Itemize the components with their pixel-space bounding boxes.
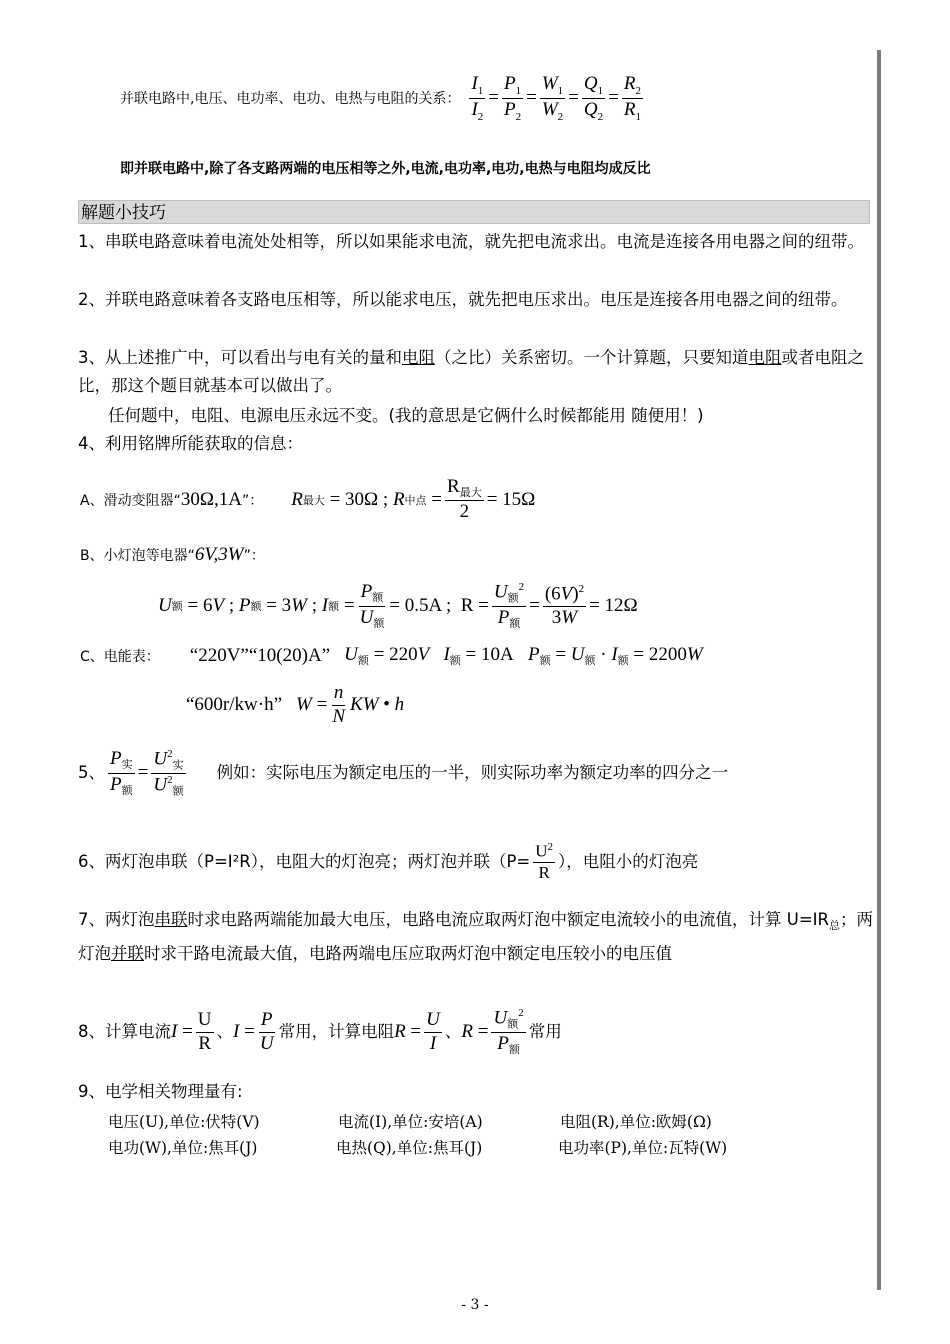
tip-5-formula: $\frac{P_实}{P_额}$ = $\frac{U^2_实}{U^2_额}$ — [110, 747, 184, 797]
tip-6-b: ），电阻小的灯泡亮 — [558, 852, 699, 871]
tip-5-text: 例如：实际电压为额定电压的一半，则实际功率为额定功率的四分之一 — [216, 763, 729, 782]
tip-8-formula-4: R = $\frac{U_额^2}{P_额}$ — [461, 1007, 524, 1056]
rheostat-formula: R 最大 = 30Ω ; R 中点 = $\frac{R_{最大}}{2}$ = 15Ω — [291, 476, 536, 523]
tip-8: 8、计算电流 I = $\frac{U}{R}$ 、 I = $\frac{P}{U}$ 常用，计算电阻 R = $\frac{U}{I}$ 、 R = $\frac{U_额^2}{P_额}$ 常用 — [78, 1007, 562, 1056]
parallel-ratio-label: 并联电路中,电压、电功率、电功、电热与电阻的关系： — [120, 91, 461, 107]
parallel-ratio-formula: $\frac{I_1}{I_2}$ = $\frac{P_1}{P_2}$ = $\frac{W_1}{W_2}$ = $\frac{Q_1}{Q_2}$ = $\frac{R_2}{R_1}$ — [471, 72, 641, 123]
tip-8-formula-1: I = $\frac{U}{R}$ — [171, 1008, 212, 1054]
page-border-right — [877, 50, 881, 1290]
meter-formula-2: W = $\frac{n}{N}$ KW • h — [296, 681, 405, 727]
tip-5-prefix: 5、 — [78, 763, 105, 782]
bulb-label: B、小灯泡等电器“ — [80, 548, 195, 564]
tip-3-note: 任何题中，电阻、电源电压永远不变。(我的意思是它俩什么时候都能用 随便用！) — [108, 406, 704, 425]
bulb-formula: U 额 = 6 V ; P 额 = 3 W ; I 额 = $\frac{P_额}{U_额}$ = 0.5A ; R = $\frac{U_额^2}{P_额}$ = $\frac{(6V)^2}{3W}$ = 12Ω — [158, 581, 638, 630]
meter-value-2: “600r/kw·h” — [186, 694, 283, 715]
tip-7-c: ；两灯泡 — [78, 910, 873, 963]
parallel-summary: 即并联电路中,除了各支路两端的电压相等之外,电流,电功率,电功,电热与电阻均成反比 — [120, 161, 651, 177]
meter-label: C、电能表： — [80, 649, 160, 665]
tip-6 — [78, 836, 698, 888]
quantity-item: 电压(U),单位:伏特(V) — [108, 1113, 260, 1131]
tip-7-sub: 总 — [828, 919, 840, 932]
meter-formula-1: $U_额 = 220V$ $I_额 = 10A$ $P_额 = U_额 \cdot I_额 = 2200W$ — [344, 644, 703, 667]
tip-7-underline-2: 并联 — [111, 944, 144, 963]
parallel-ratio-line — [120, 68, 646, 128]
tip-3-a: 3、从上述推广中，可以看出与电有关的量和 — [78, 348, 402, 367]
tip-5 — [78, 742, 728, 804]
quantity-item: 电功(W),单位:焦耳(J) — [108, 1139, 258, 1157]
tip-8-formula-2: I = $\frac{P}{U}$ — [233, 1008, 274, 1054]
tip-8-b: 常用，计算电阻 — [278, 1022, 395, 1041]
rheostat-close: ”： — [241, 493, 264, 509]
tip-3 — [78, 344, 874, 400]
bulb-value: 6V,3W — [194, 544, 244, 565]
quantity-item: 电阻(R),单位:欧姆(Ω) — [560, 1113, 712, 1131]
quantity-item: 电热(Q),单位:焦耳(J) — [336, 1139, 483, 1157]
tip-1: 1、串联电路意味着电流处处相等，所以如果能求电流，就先把电流求出。电流是连接各用电器之间的纽带。 — [78, 232, 864, 251]
rheostat-value: 30Ω,1A — [180, 489, 242, 510]
quantity-item: 电流(I),单位:安培(A) — [338, 1113, 483, 1131]
tip-6-formula: $\frac{U^2}{R}$ — [535, 840, 554, 882]
page-number: - 3 - — [461, 1297, 489, 1313]
tip-6-a: 6、两灯泡串联（P=I²R），电阻大的灯泡亮；两灯泡并联（P= — [78, 852, 531, 871]
tip-7 — [78, 906, 874, 968]
rheostat-row — [80, 470, 535, 530]
tip-3-underline-1: 电阻 — [402, 348, 435, 367]
meter-value-1: “220V”“10(20)A” — [189, 645, 331, 666]
tip-7-underline-1: 串联 — [154, 910, 188, 929]
tip-7-a: 7、两灯泡 — [78, 910, 155, 929]
bulb-row — [80, 542, 265, 568]
section-title: 解题小技巧 — [78, 200, 870, 224]
tip-8-formula-3: R = $\frac{U}{I}$ — [394, 1008, 440, 1054]
quantity-item: 电功率(P),单位:瓦特(W) — [558, 1139, 728, 1157]
tip-3-underline-2: 电阻 — [748, 348, 782, 367]
tip-7-d: 时求干路电流最大值，电路两端电压应取两灯泡中额定电压较小的电压值 — [144, 944, 672, 963]
meter-row — [80, 642, 703, 670]
tip-2: 2、并联电路意味着各支路电压相等，所以能求电压，就先把电压求出。电压是连接各用电器之间的纽带。 — [78, 290, 848, 309]
tip-8-c: 常用 — [528, 1022, 562, 1041]
tip-3-b: （之比）关系密切。一个计算题，只要知道 — [435, 348, 749, 367]
meter-row-2 — [186, 680, 404, 730]
tip-4: 4、利用铭牌所能获取的信息： — [78, 434, 303, 453]
tip-7-b: 时求电路两端能加最大电压，电路电流应取两灯泡中额定电流较小的电流值，计算 U=IR — [187, 910, 829, 929]
tip-9: 9、电学相关物理量有: — [78, 1082, 243, 1101]
bulb-close: ”： — [243, 548, 265, 564]
tip-3-c: 或者电阻之比，那这个题目就基本可以做出了。 — [78, 348, 864, 395]
rheostat-label: A、滑动变阻器“ — [80, 493, 181, 509]
tip-8-a: 8、计算电流 — [78, 1022, 171, 1041]
